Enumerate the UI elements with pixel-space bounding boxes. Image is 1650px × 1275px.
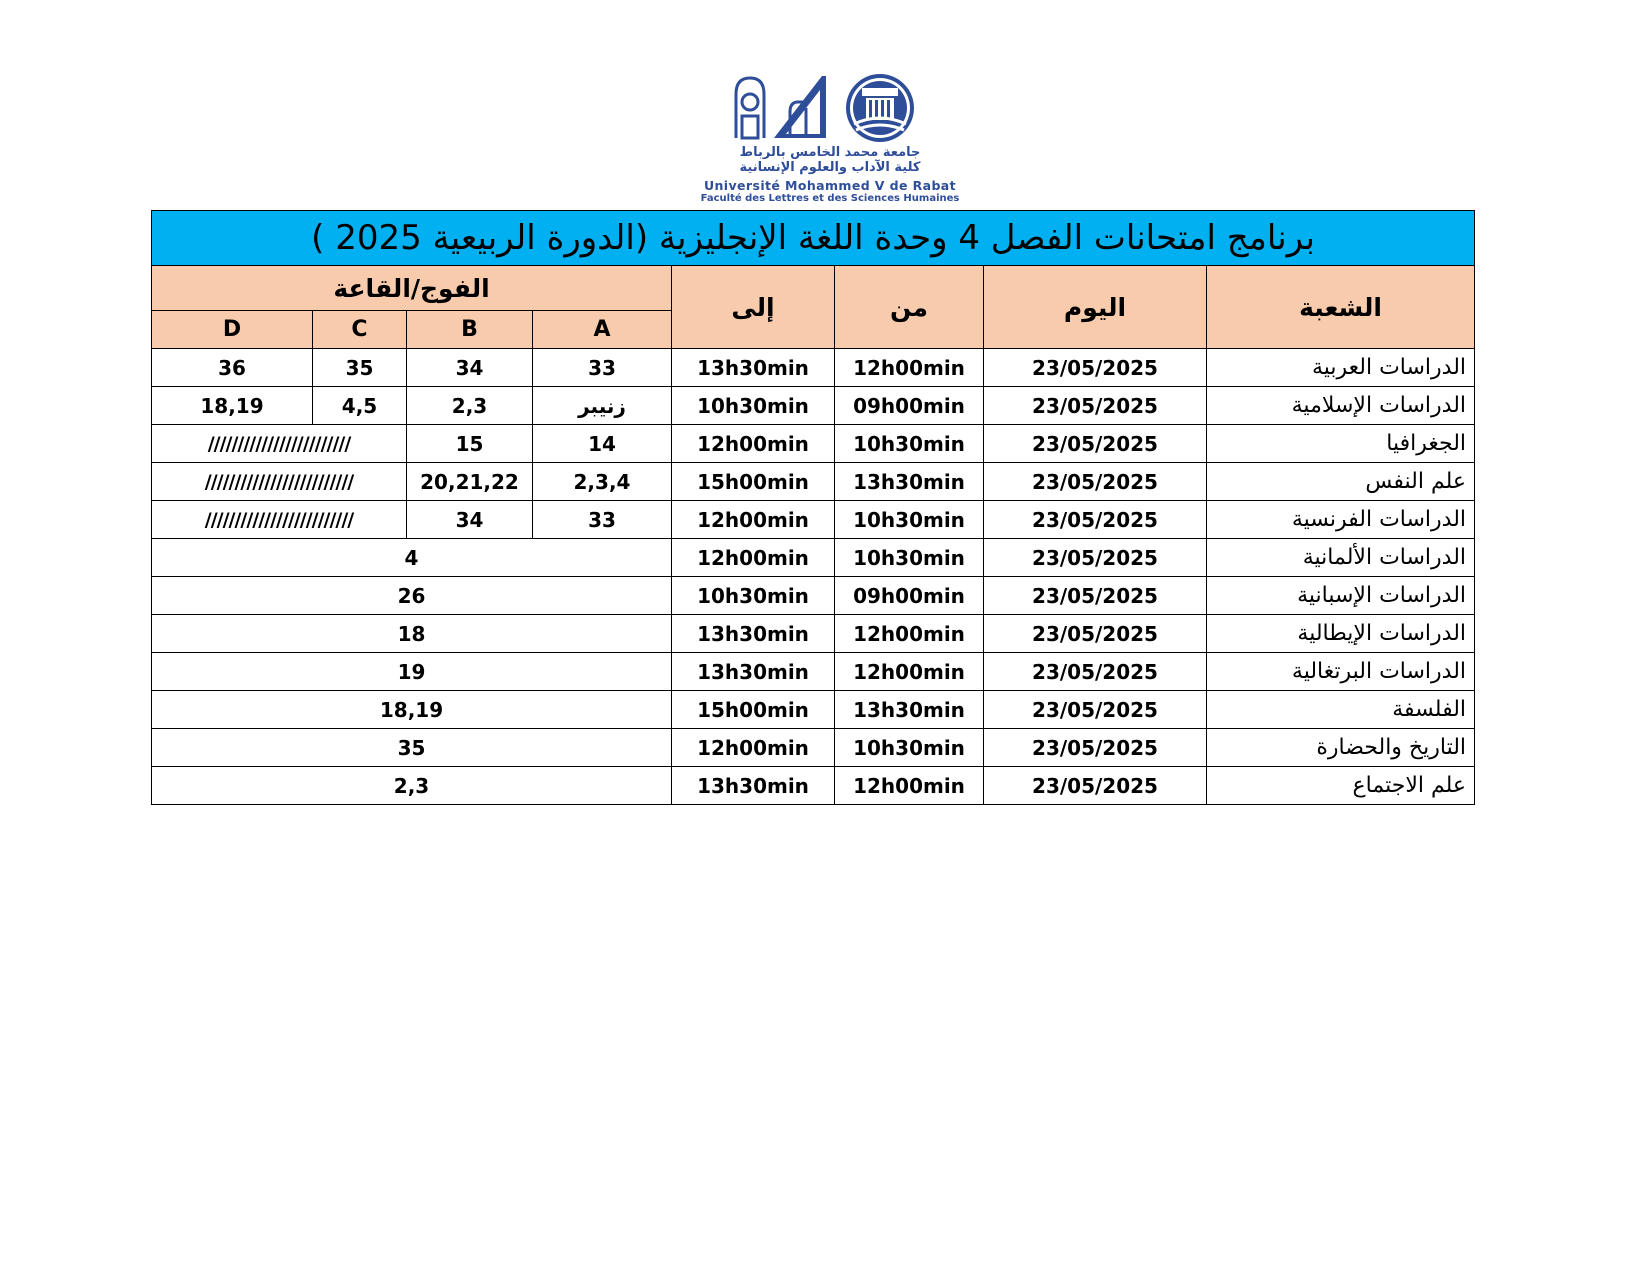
cell-group-room: 26 [152,577,672,615]
header-group-b: B [407,311,533,349]
cell-day: 23/05/2025 [984,615,1207,653]
cell-group-cd-empty: ///////////////////////// [152,463,407,501]
cell-from: 13h30min [835,691,984,729]
cell-branch: الدراسات الإيطالية [1207,615,1475,653]
cell-day: 23/05/2025 [984,387,1207,425]
cell-from: 10h30min [835,425,984,463]
cell-group-b: 34 [407,501,533,539]
cell-to: 13h30min [672,615,835,653]
cell-branch: الفلسفة [1207,691,1475,729]
cell-to: 12h00min [672,539,835,577]
cell-to: 13h30min [672,349,835,387]
cell-day: 23/05/2025 [984,691,1207,729]
cell-branch: الدراسات الإسلامية [1207,387,1475,425]
cell-group-b: 2,3 [407,387,533,425]
cell-group-room: 18 [152,615,672,653]
cell-branch: علم الاجتماع [1207,767,1475,805]
university-emblem-icon [730,72,930,144]
cell-group-b: 20,21,22 [407,463,533,501]
cell-day: 23/05/2025 [984,349,1207,387]
header-group-c: C [313,311,407,349]
cell-day: 23/05/2025 [984,501,1207,539]
table-row [152,615,1475,653]
cell-from: 13h30min [835,463,984,501]
cell-branch: الدراسات البرتغالية [1207,653,1475,691]
cell-group-d: 18,19 [152,387,313,425]
table-row [152,653,1475,691]
cell-branch: الجغرافيا [1207,425,1475,463]
cell-to: 12h00min [672,501,835,539]
table-row [152,425,1475,463]
cell-to: 10h30min [672,577,835,615]
cell-group-cd-empty: //////////////////////// [152,425,407,463]
header-branch: الشعبة [1207,266,1475,349]
cell-from: 12h00min [835,767,984,805]
logo-french-university: Université Mohammed V de Rabat [703,178,957,193]
logo-arabic-faculty: كلية الآداب والعلوم الإنسانية [739,160,921,175]
cell-to: 12h00min [672,729,835,767]
cell-group-c: 4,5 [313,387,407,425]
cell-group-room: 18,19 [152,691,672,729]
cell-from: 10h30min [835,729,984,767]
cell-day: 23/05/2025 [984,425,1207,463]
logo-arabic-university: جامعة محمد الخامس بالرباط [739,145,921,160]
cell-branch: علم النفس [1207,463,1475,501]
table-row [152,729,1475,767]
table-row [152,463,1475,501]
cell-group-room: 4 [152,539,672,577]
cell-from: 12h00min [835,615,984,653]
cell-day: 23/05/2025 [984,539,1207,577]
cell-branch: الدراسات الألمانية [1207,539,1475,577]
header-group-d: D [152,311,313,349]
cell-day: 23/05/2025 [984,463,1207,501]
header-to: إلى [672,266,835,349]
cell-to: 13h30min [672,767,835,805]
table-row [152,767,1475,805]
table-row [152,577,1475,615]
schedule-title: برنامج امتحانات الفصل 4 وحدة اللغة الإنجليزية (الدورة الربيعية 2025 ) [152,211,1475,266]
cell-group-room: 35 [152,729,672,767]
cell-to: 15h00min [672,691,835,729]
cell-group-b: 34 [407,349,533,387]
cell-day: 23/05/2025 [984,729,1207,767]
cell-to: 12h00min [672,425,835,463]
cell-from: 12h00min [835,653,984,691]
cell-group-a: 33 [533,501,672,539]
cell-from: 10h30min [835,539,984,577]
cell-group-a: زنيبر [533,387,672,425]
cell-group-a: 33 [533,349,672,387]
cell-branch: الدراسات العربية [1207,349,1475,387]
table-row [152,539,1475,577]
table-row [152,501,1475,539]
logo-french-faculty: Faculté des Lettres et des Sciences Humaines [700,193,960,204]
header-day: اليوم [984,266,1207,349]
cell-group-cd-empty: ///////////////////////// [152,501,407,539]
cell-from: 10h30min [835,501,984,539]
cell-from: 09h00min [835,577,984,615]
university-logo [680,72,980,208]
cell-to: 13h30min [672,653,835,691]
cell-to: 10h30min [672,387,835,425]
exam-schedule-table [151,210,1475,805]
cell-branch: الدراسات الإسبانية [1207,577,1475,615]
cell-group-a: 14 [533,425,672,463]
cell-branch: الدراسات الفرنسية [1207,501,1475,539]
header-group-a: A [533,311,672,349]
cell-branch: التاريخ والحضارة [1207,729,1475,767]
header-group-room: الفوج/القاعة [152,266,672,311]
cell-to: 15h00min [672,463,835,501]
cell-group-b: 15 [407,425,533,463]
cell-from: 09h00min [835,387,984,425]
header-from: من [835,266,984,349]
table-row [152,691,1475,729]
cell-day: 23/05/2025 [984,767,1207,805]
cell-group-c: 35 [313,349,407,387]
cell-group-room: 2,3 [152,767,672,805]
cell-group-a: 2,3,4 [533,463,672,501]
cell-day: 23/05/2025 [984,653,1207,691]
table-row [152,387,1475,425]
cell-day: 23/05/2025 [984,577,1207,615]
cell-group-d: 36 [152,349,313,387]
cell-group-room: 19 [152,653,672,691]
table-row [152,349,1475,387]
cell-from: 12h00min [835,349,984,387]
